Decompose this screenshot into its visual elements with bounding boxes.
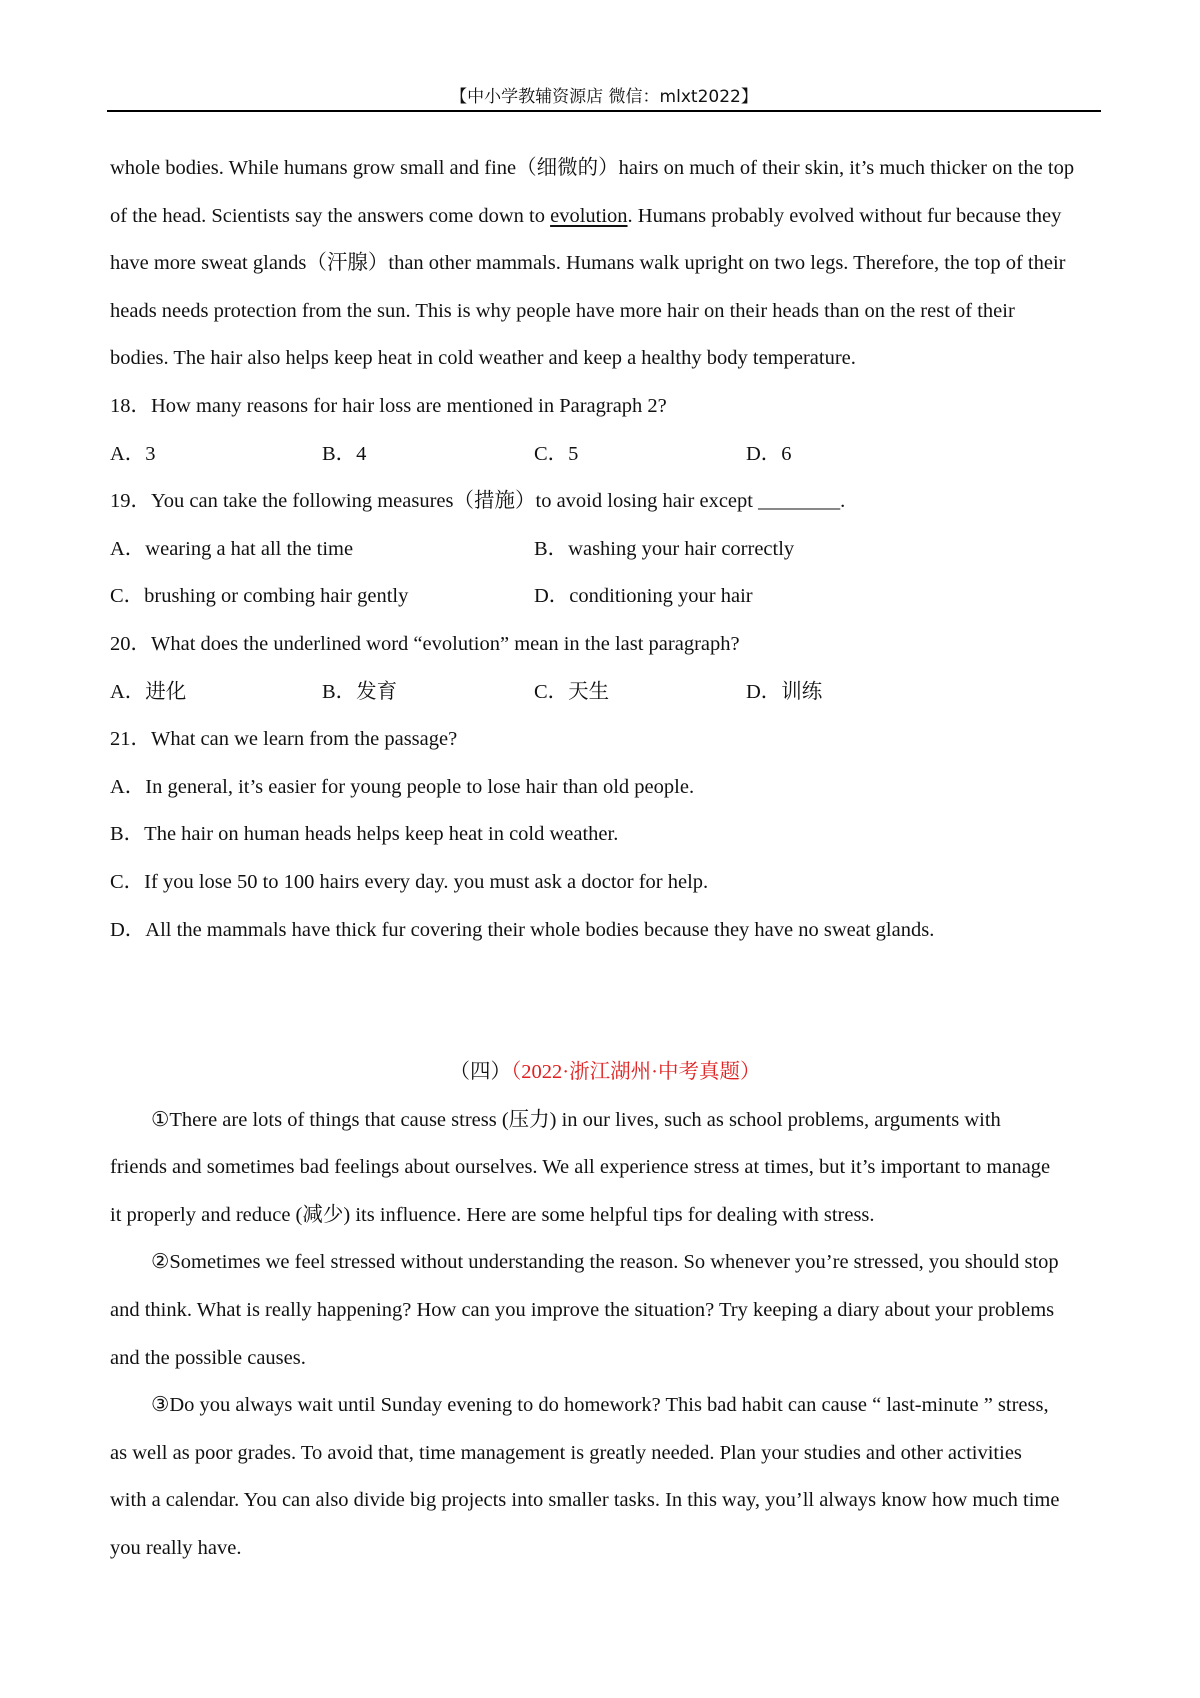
section-number: （四） xyxy=(449,1061,512,1084)
passage-line: heads needs protection from the sun. This is why people have more hair on their heads than on the rest of their xyxy=(110,299,1015,322)
passage-continuation xyxy=(110,145,1100,383)
options-row xyxy=(110,573,1100,621)
option-c: C．brushing or combing hair gently xyxy=(110,585,409,608)
document-body xyxy=(110,145,1100,1573)
question-18 xyxy=(110,383,1100,478)
option-c: C．5 xyxy=(534,442,579,465)
header-rule xyxy=(107,110,1101,112)
passage-line: whole bodies. While humans grow small and fine（细微的）hairs on much of their skin, it’s much thicker on the top xyxy=(110,157,1075,179)
underlined-word: evolution xyxy=(550,204,628,227)
passage-line: have more sweat glands（汗腺）than other mammals. Humans walk upright on two legs. Therefore, the top of their xyxy=(110,252,1066,275)
passage-four xyxy=(110,1097,1100,1573)
question-stem: 18．How many reasons for hair loss are mentioned in Paragraph 2? xyxy=(110,394,667,417)
paragraph-3-line: you really have. xyxy=(110,1537,242,1560)
passage-text: . Humans probably evolved without fur because they xyxy=(627,204,1062,227)
option-b: B．washing your hair correctly xyxy=(534,537,795,560)
question-stem: 21．What can we learn from the passage? xyxy=(110,728,458,751)
section-source: （2022·浙江湖州·中考真题） xyxy=(511,1061,761,1084)
paragraph-1-line: it properly and reduce (减少) its influence. Here are some helpful tips for dealing with stress. xyxy=(110,1203,875,1226)
paragraph-3-line: ③Do you always wait until Sunday evening to do homework? This bad habit can cause “ last-minute ” stress, xyxy=(151,1394,1049,1417)
paragraph-2-line: and the possible causes. xyxy=(110,1346,306,1369)
question-21 xyxy=(110,716,1100,954)
paragraph-3-line: as well as poor grades. To avoid that, time management is greatly needed. Plan your studies and other activities xyxy=(110,1441,1022,1464)
paragraph-1-line: friends and sometimes bad feelings about ourselves. We all experience stress at times, but it’s important to manage xyxy=(110,1156,1051,1179)
paragraph-2-line: and think. What is really happening? How can you improve the situation? Try keeping a diary about your problems xyxy=(110,1299,1055,1322)
option-d: D．训练 xyxy=(746,680,823,703)
option-d: D．conditioning your hair xyxy=(534,585,753,608)
option-a: A．3 xyxy=(110,442,156,465)
question-stem: 20．What does the underlined word “evolution” mean in the last paragraph? xyxy=(110,632,740,655)
passage-line: bodies. The hair also helps keep heat in cold weather and keep a healthy body temperature. xyxy=(110,347,856,370)
question-20 xyxy=(110,621,1100,716)
paragraph-3-line: with a calendar. You can also divide big projects into smaller tasks. In this way, you’ll always know how much time xyxy=(110,1489,1060,1512)
option-a: A．进化 xyxy=(110,680,187,703)
option-b: B．The hair on human heads helps keep heat in cold weather. xyxy=(110,823,619,846)
option-c: C．If you lose 50 to 100 hairs every day. you must ask a doctor for help. xyxy=(110,870,709,893)
option-a: A．In general, it’s easier for young people to lose hair than old people. xyxy=(110,775,695,798)
paragraph-2-line: ②Sometimes we feel stressed without understanding the reason. So whenever you’re stressed, you should stop xyxy=(151,1251,1059,1274)
options-row xyxy=(110,431,1100,479)
passage-text: of the head. Scientists say the answers come down to xyxy=(110,204,551,227)
question-19 xyxy=(110,478,1100,621)
option-d: D．All the mammals have thick fur covering their whole bodies because they have no sweat glands. xyxy=(110,918,935,941)
option-d: D．6 xyxy=(746,442,792,465)
question-stem: 19．You can take the following measures（措施）to avoid losing hair except ________. xyxy=(110,490,846,513)
option-b: B．发育 xyxy=(322,680,398,703)
option-a: A．wearing a hat all the time xyxy=(110,537,354,560)
paragraph-1-line: ①There are lots of things that cause stress (压力) in our lives, such as school problems, arguments with xyxy=(151,1108,1001,1131)
options-row xyxy=(110,669,1100,717)
options-row xyxy=(110,526,1100,574)
section-spacer xyxy=(110,954,1100,1049)
page-header: 【中小学教辅资源店 微信：mlxt2022】 xyxy=(450,87,758,107)
option-b: B．4 xyxy=(322,442,367,465)
option-c: C．天生 xyxy=(534,680,610,703)
passage-line xyxy=(110,193,1100,241)
section-title xyxy=(110,1049,1100,1097)
